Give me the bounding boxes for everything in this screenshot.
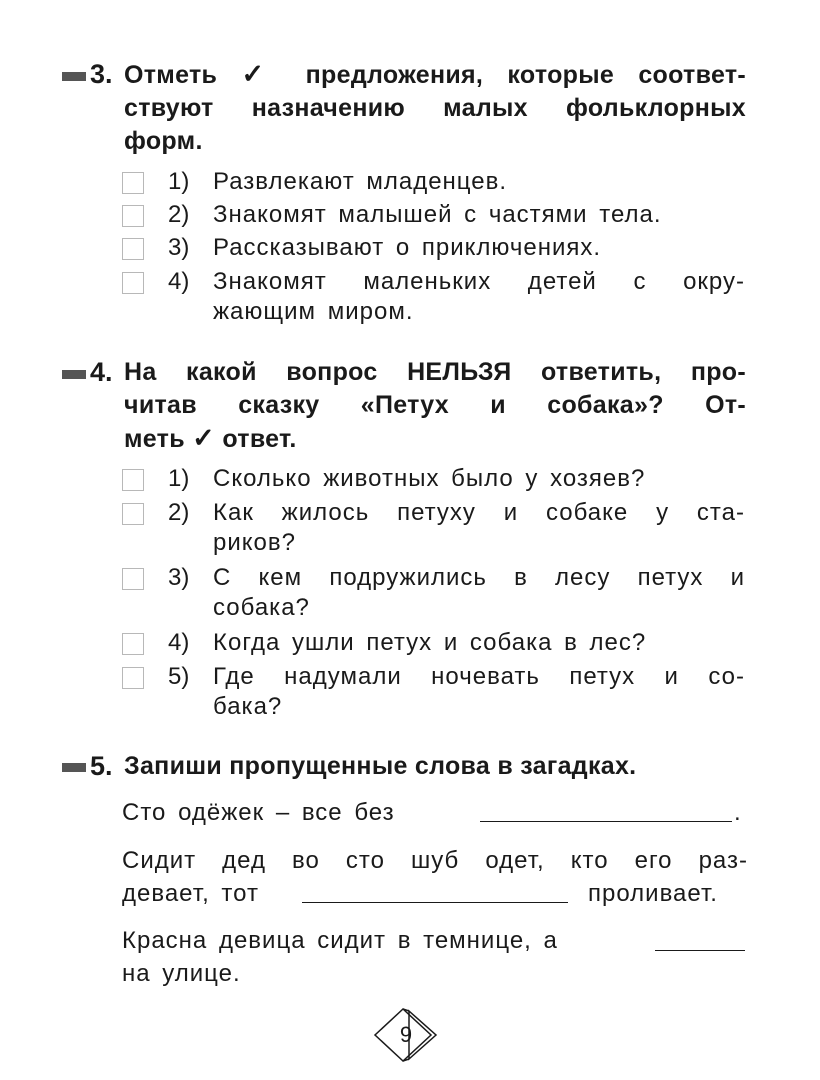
option-number: 3) xyxy=(168,564,190,591)
option-text-line: риков? xyxy=(213,529,296,556)
task-title xyxy=(124,58,746,158)
option-number: 4) xyxy=(168,629,190,656)
checkbox[interactable] xyxy=(122,503,144,525)
option-text xyxy=(213,267,745,327)
option-text-line: Где надумали ночевать петух и со- xyxy=(213,663,745,690)
option-text: Сколько животных было у хозяев? xyxy=(213,465,646,492)
riddle-text: Сто одёжек – все без xyxy=(122,799,395,826)
checkbox[interactable] xyxy=(122,633,144,655)
riddle xyxy=(122,796,748,829)
task-title-line: ствуют назначению малых фольклорных xyxy=(124,94,746,122)
riddle-text: проливает. xyxy=(588,880,718,907)
task-title-line: На какой вопрос НЕЛЬЗЯ ответить, про- xyxy=(124,358,746,386)
checkbox[interactable] xyxy=(122,469,144,491)
checkmark-icon: ✓ xyxy=(192,423,216,453)
checkbox[interactable] xyxy=(122,205,144,227)
task-marker xyxy=(62,72,86,81)
option-text: Развлекают младенцев. xyxy=(213,168,508,195)
answer-blank[interactable] xyxy=(480,821,732,822)
riddle-text: Красна девица сидит в темнице, а xyxy=(122,927,558,954)
page-number: 9 xyxy=(399,1022,413,1047)
task-marker xyxy=(62,763,86,772)
task-number: 4. xyxy=(90,357,113,387)
task-title-part: ответ. xyxy=(222,425,297,453)
option-number: 3) xyxy=(168,234,190,261)
option-text: Знакомят малышей с частями тела. xyxy=(213,201,662,228)
option-number: 5) xyxy=(168,663,190,690)
option-text: Рассказывают о приключениях. xyxy=(213,234,602,261)
checkbox[interactable] xyxy=(122,568,144,590)
option-text-line: собака? xyxy=(213,594,310,621)
option-number: 4) xyxy=(168,268,190,295)
option-text xyxy=(213,563,745,623)
riddle-text: девает, тот xyxy=(122,880,259,907)
checkbox[interactable] xyxy=(122,667,144,689)
riddle-text: на улице. xyxy=(122,960,241,987)
option-text xyxy=(213,662,745,722)
task-title-line: форм. xyxy=(124,127,203,155)
option-number: 2) xyxy=(168,201,190,228)
option-number: 1) xyxy=(168,168,190,195)
page-number-badge xyxy=(373,1006,439,1064)
option-text-line: С кем подружились в лесу петух и xyxy=(213,564,745,591)
task-title-part: меть xyxy=(124,425,185,453)
option-text-line: Знакомят маленьких детей с окру- xyxy=(213,268,745,295)
option-number: 1) xyxy=(168,465,190,492)
riddle xyxy=(122,844,748,910)
task-number: 3. xyxy=(90,59,113,89)
task-marker xyxy=(62,370,86,379)
option-text: Когда ушли петух и собака в лес? xyxy=(213,629,647,656)
task-number: 5. xyxy=(90,751,113,781)
task-title-line: читав сказку «Петух и собака»? От- xyxy=(124,391,746,419)
option-text xyxy=(213,498,745,558)
option-text-line: бака? xyxy=(213,693,283,720)
task-title-part: Отметь xyxy=(124,61,218,89)
checkmark-icon: ✓ xyxy=(241,59,282,89)
checkbox[interactable] xyxy=(122,238,144,260)
checkbox[interactable] xyxy=(122,272,144,294)
riddle-text: Сидит дед во сто шуб одет, кто его раз- xyxy=(122,847,748,874)
answer-blank[interactable] xyxy=(302,902,568,903)
answer-blank[interactable] xyxy=(655,950,745,951)
option-text-line: Как жилось петуху и собаке у ста- xyxy=(213,499,745,526)
task-title-part: предложения, которые соответ- xyxy=(305,61,746,89)
option-number: 2) xyxy=(168,499,190,526)
task-title: Запиши пропущенные слова в загадках. xyxy=(124,752,637,780)
task-title xyxy=(124,356,746,456)
option-text-line: жающим миром. xyxy=(213,298,414,325)
riddle xyxy=(122,924,748,990)
riddle-end: . xyxy=(734,799,742,826)
checkbox[interactable] xyxy=(122,172,144,194)
